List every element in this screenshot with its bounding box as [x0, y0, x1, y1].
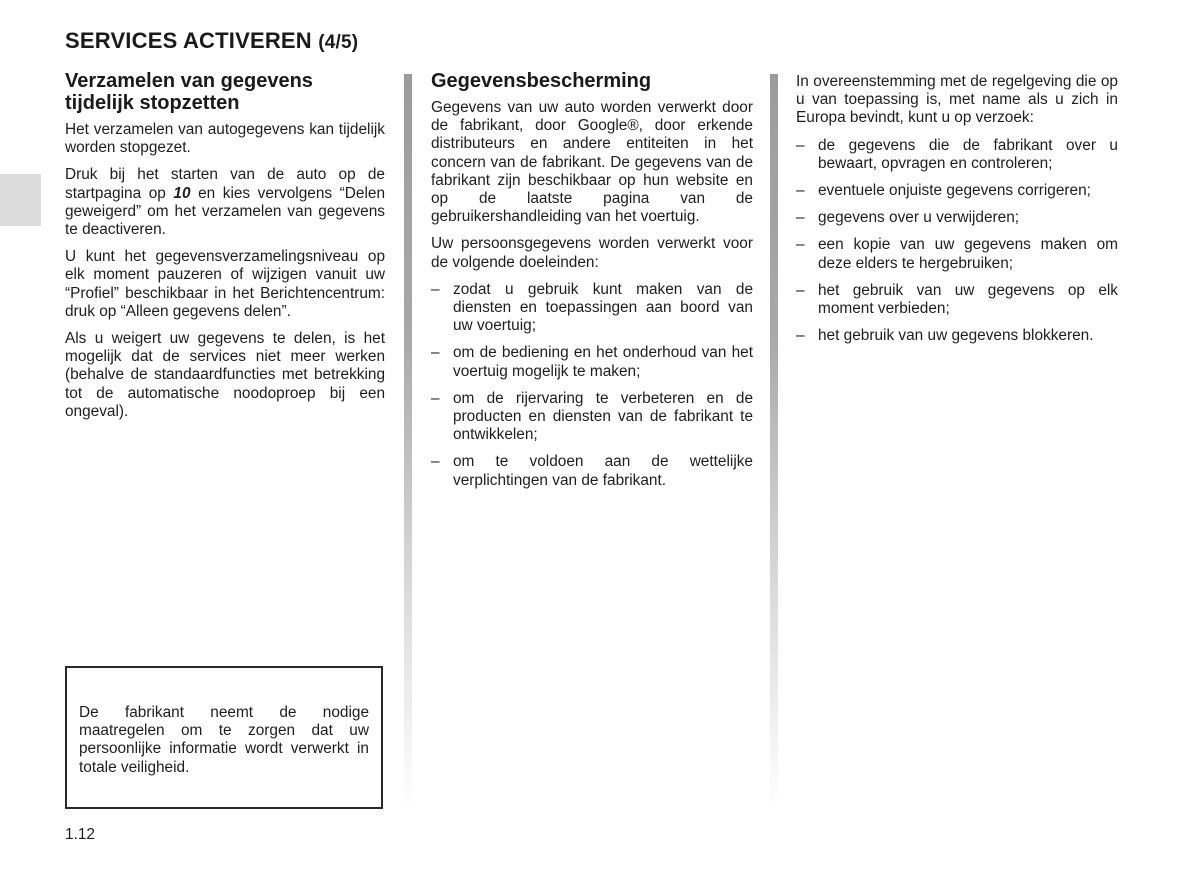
column-data-protection — [431, 70, 753, 499]
list-item-text: eventuele onjuiste gegevens corrigeren; — [818, 182, 1091, 200]
dash-bullet-icon: – — [796, 136, 805, 154]
list-item-text: zodat u gebruik kunt maken van de diensten en toepassingen aan boord van uw voertuig; — [453, 280, 753, 335]
rights-list — [796, 137, 1118, 346]
paragraph: Uw persoonsgegevens worden verwerkt voor de volgende doeleinden: — [431, 235, 753, 271]
section-heading-stop-collection: Verzamelen van gegevens tijdelijk stopzetten — [65, 70, 313, 114]
column-data-collection — [65, 70, 385, 430]
dash-bullet-icon: – — [431, 453, 440, 471]
dash-bullet-icon: – — [431, 280, 440, 298]
paragraph: In overeenstemming met de regelgeving die op u van toepassing is, met name als u zich in Europa bevindt, kunt u op verzoek: — [796, 73, 1118, 127]
list-item — [431, 390, 753, 445]
security-note-text: De fabrikant neemt de nodige maatregelen om te zorgen dat uw persoonlijke informatie wordt verwerkt in totale veiligheid. — [79, 704, 369, 776]
chapter-tab-marker — [0, 174, 41, 226]
list-item — [431, 453, 753, 489]
list-item-text: om de rijervaring te verbeteren en de producten en diensten van de fabrikant te ontwikkelen; — [453, 389, 753, 444]
list-item — [796, 209, 1118, 227]
dash-bullet-icon: – — [431, 344, 440, 362]
list-item — [431, 281, 753, 336]
list-item-text: gegevens over u verwijderen; — [818, 209, 1020, 227]
dash-bullet-icon: – — [796, 182, 805, 200]
text-run: Druk bij het starten van de auto op de startpagina op — [65, 166, 385, 202]
dash-bullet-icon: – — [796, 327, 805, 345]
security-note-box — [65, 666, 383, 809]
list-item — [796, 327, 1118, 345]
column-divider-1 — [404, 74, 412, 809]
list-item-text: om de bediening en het onderhoud van het voertuig mogelijk te maken; — [453, 344, 753, 380]
text-run: en kies vervolgens “Delen geweigerd” om het verzamelen van gegevens te deactiveren. — [65, 184, 385, 239]
page-title-text: SERVICES ACTIVEREN — [65, 28, 312, 53]
dash-bullet-icon: – — [796, 236, 805, 254]
column-user-rights — [796, 73, 1118, 354]
list-item — [796, 282, 1118, 318]
page-title — [65, 28, 358, 54]
button-reference: 10 — [173, 184, 191, 202]
list-item — [796, 137, 1118, 173]
dash-bullet-icon: – — [431, 389, 440, 407]
list-item — [796, 236, 1118, 272]
list-item-text: om te voldoen aan de wettelijke verplichtingen van de fabrikant. — [453, 453, 753, 489]
list-item-text: een kopie van uw gegevens maken om deze elders te hergebruiken; — [818, 236, 1118, 272]
purpose-list — [431, 281, 753, 490]
page-title-suffix: (4/5) — [318, 32, 359, 53]
list-item-text: het gebruik van uw gegevens blokkeren. — [818, 327, 1094, 345]
paragraph: Gegevens van uw auto worden verwerkt door de fabrikant, door Google®, door erkende distributeurs en andere entiteiten in het concern van de fabrikant. De gegevens van de fabrikant zijn beschikbaar op hun website en op de laatste pagina van de gebruikershandleiding van het voertuig. — [431, 99, 753, 226]
list-item — [431, 344, 753, 380]
column-divider-2 — [770, 74, 778, 809]
list-item-text: de gegevens die de fabrikant over u bewaart, opvragen en controleren; — [818, 136, 1118, 172]
dash-bullet-icon: – — [796, 281, 805, 299]
list-item-text: het gebruik van uw gegevens op elk moment verbieden; — [818, 281, 1118, 318]
list-item — [796, 182, 1118, 200]
page-number: 1.12 — [65, 826, 95, 843]
paragraph: U kunt het gegevensverzamelingsniveau op elk moment pauzeren of wijzigen vanuit uw “Profiel” beschikbaar in het Berichtencentrum: druk op “Alleen gegevens delen”. — [65, 248, 385, 320]
paragraph: Als u weigert uw gegevens te delen, is het mogelijk dat de services niet meer werken (behalve de standaardfuncties met betrekking tot de automatische noodoproep bij een ongeval). — [65, 330, 385, 420]
dash-bullet-icon: – — [796, 209, 805, 227]
paragraph — [65, 166, 385, 239]
paragraph: Het verzamelen van autogegevens kan tijdelijk worden stopgezet. — [65, 121, 385, 157]
section-heading-data-protection: Gegevensbescherming — [431, 70, 652, 92]
